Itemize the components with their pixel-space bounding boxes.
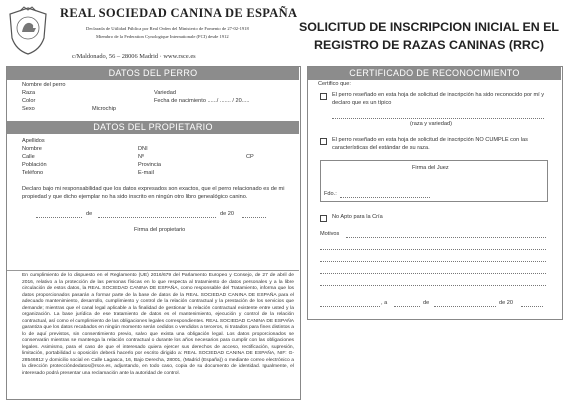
label-not-fit-breeding: No Apto para la Cría	[332, 214, 383, 220]
label-surnames: Apellidos	[22, 138, 45, 144]
fdo-line	[340, 197, 430, 198]
reasons-line-4	[320, 273, 546, 274]
label-number: Nº	[138, 154, 145, 160]
label-microchip: Microchip	[92, 106, 116, 112]
judge-signature-label: Firma del Juez	[412, 165, 449, 171]
label-variety: Variedad	[154, 90, 176, 96]
org-address: c/Maldonado, 56 – 28006 Madrid · www.rsce.es	[72, 53, 196, 60]
label-phone: Teléfono	[22, 170, 44, 176]
label-breed-variety: (raza y variedad)	[410, 121, 452, 127]
section-header-dog: DATOS DEL PERRO	[7, 67, 299, 80]
label-birthdate: Fecha de nacimiento ....../ ....... / 20.....	[154, 98, 250, 104]
label-street: Calle	[22, 154, 35, 160]
option-not-compliant-text: El perro reseñado en esta hoja de solicitud de inscripción NO CUMPLE con las características del estándar de su raza.	[332, 137, 528, 151]
section-header-owner: DATOS DEL PROPIETARIO	[7, 121, 299, 134]
reasons-line-2	[320, 249, 546, 250]
label-sex: Sexo	[22, 106, 35, 112]
label-reasons: Motivos	[320, 231, 340, 237]
label-province: Provincia	[138, 162, 162, 168]
cert-year-line	[521, 306, 543, 307]
label-certify: Certifico que:	[318, 81, 351, 87]
date-de-label: de	[86, 211, 93, 217]
owner-signature-label: Firma del propietario	[134, 227, 186, 233]
place-line	[320, 306, 380, 307]
label-breed: Raza	[22, 90, 36, 96]
owner-declaration: Declaro bajo mi responsabilidad que los datos expresados son exactos, que el perro relacionado es de mi propiedad y que dicho ejemplar no ha sido inscrito en ningún otro libro genealógico canino.	[22, 186, 285, 200]
breed-variety-line	[332, 118, 544, 119]
org-fci-line: Miembro de la Federation Cynologique Internationale (FCI) desde 1912	[96, 34, 229, 39]
rsce-seal-logo	[6, 6, 50, 56]
not-fit-breeding-checkbox[interactable]	[320, 215, 327, 222]
date-year-line	[242, 217, 266, 218]
label-town: Población	[22, 162, 47, 168]
recognized-checkbox[interactable]	[320, 93, 327, 100]
reasons-line-3	[320, 261, 546, 262]
label-email: E-mail	[138, 170, 154, 176]
cert-de-label: de	[423, 300, 430, 306]
label-dni: DNI	[138, 146, 148, 152]
label-dog-name: Nombre del perro	[22, 82, 66, 88]
date-month-line	[98, 217, 216, 218]
label-first-name: Nombre	[22, 146, 42, 152]
data-protection-notice: En cumplimiento de lo dispuesto en el Reglamento (UE) 2016/679 del Parlamento Europeo y Consejo, de 27 de abril de 2016, relativo a la protección de las personas físicas en lo que respecta al tratamiento de datos personales y a la libre circulación de estos datos, la REAL SOCIEDAD CANINA DE ESPAÑA, como responsable del Tratamiento, informa que los datos proporcionados pasarán a formar parte de la base de datos de la REAL SOCIEDAD CANINA DE ESPAÑA para el adecuado mantenimiento, desarrollo, cumplimiento y control de la relación contractual y la prestación de los servicios que demande; mientras que el canal legal aplicable a la finalidad de gestionar la relación contractual existente entre usted y la organización. La base jurídica de ese tratamiento de datos es el mantenimiento, ejecución y control de la relación contractual, así como el cumplimiento de las obligaciones legales correspondientes. REAL SOCIEDAD CANINA DE ESPAÑA garantiza que los datos recabados en ningún momento serán cedidos o vendidos a terceros, ni tratados para fines distintos a lo de aquí previstos, sin consentimiento previo, salvo que exista una obligación legal. Los datos proporcionados se conservarán mientras se mantenga la relación contractual o durante los años necesarios para cumplir con las obligaciones legales. Asimismo, para el caso de que el interesado quiera ejercer sus derechos de acceso, rectificación, supresión, limitación, portabilidad u oposición deberá hacerlo por escrito dirigido a: REAL SOCIEDAD CANINA DE ESPAÑA, NIF: G-28546812 y domicilio social en Calle Lagasca, 16, Bajo Derecha, 28001, (Madrid (España)) o mediante correo electrónico a la dirección proteccióndedatos@rsce.es, adjuntando, en todo caso, copia de su documento de identidad. Igualmente, el interesado podrá presentar una reclamación ante la autoridad de control.	[22, 273, 294, 376]
form-title-line1: SOLICITUD DE INSCRIPCION INICIAL EN EL	[299, 20, 559, 34]
option-recognized-text: El perro reseñado en esta hoja de solicitud de inscripción ha sido reconocido por mí y declaro que es un típico	[332, 92, 545, 106]
organization-name: REAL SOCIEDAD CANINA DE ESPAÑA	[60, 6, 298, 20]
form-title-line2: REGISTRO DE RAZAS CANINAS (RRC)	[314, 38, 544, 52]
reasons-line-5	[320, 285, 546, 286]
label-postal-code: CP	[246, 154, 254, 160]
cert-day-line	[394, 306, 420, 307]
cert-year-label: de 20	[499, 300, 513, 306]
label-color: Color	[22, 98, 36, 104]
date-day-line	[36, 217, 82, 218]
date-year-label: de 20	[220, 211, 234, 217]
section-header-certificate: CERTIFICADO DE RECONOCIMIENTO	[308, 67, 561, 80]
divider	[7, 270, 299, 271]
org-declaration-line: Declarada de Utilidad Pública por Real Orden del Ministerio de Fomento de 27-02-1918	[86, 26, 249, 31]
date-a-label: , a	[381, 300, 388, 306]
label-fdo: Fdo.:	[324, 191, 337, 197]
reasons-line-1	[346, 237, 546, 238]
not-compliant-checkbox[interactable]	[320, 138, 327, 145]
cert-month-line	[434, 306, 496, 307]
